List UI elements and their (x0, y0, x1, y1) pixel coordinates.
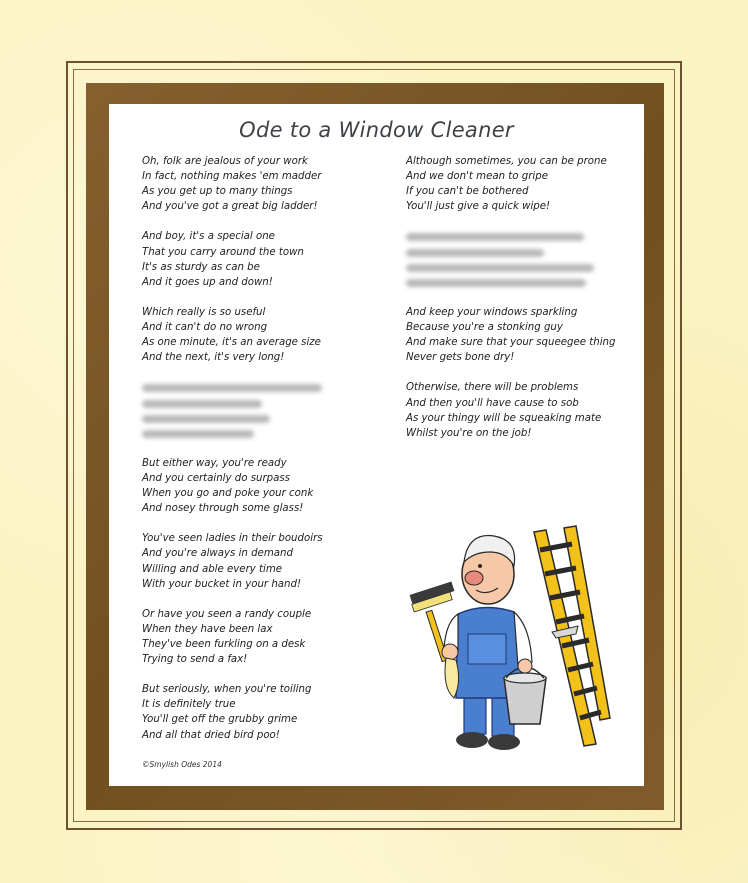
poem-line: And you've got a great big ladder! (142, 201, 318, 213)
poem-line: They've been furkling on a desk (142, 639, 306, 650)
poem-line: And all that dried bird poo! (142, 729, 280, 741)
blurred-line (406, 229, 615, 244)
poem-line: In fact, nothing makes 'em madder (142, 171, 322, 183)
poem-line: And you certainly do surpass (142, 472, 290, 484)
poem-line: When they have been lax (142, 623, 273, 635)
window-cleaner-icon (406, 522, 611, 757)
poem-line: Although sometimes, you can be prone (406, 156, 607, 167)
stanza (142, 154, 323, 214)
poem-paper (109, 104, 644, 786)
poem-line: And keep your windows sparkling (406, 306, 578, 318)
poem-line: Never gets bone dry! (406, 352, 515, 364)
blurred-line (406, 260, 615, 275)
poem-line: It is definitely true (142, 699, 236, 711)
poem-line: You've seen ladies in their boudoirs (142, 533, 323, 545)
poem-line: As you get up to many things (142, 186, 293, 198)
poem-line: With your bucket in your hand! (142, 578, 302, 590)
blurred-line (406, 275, 615, 290)
poem-line: Willing and able every time (142, 563, 283, 575)
poem-line: You'll get off the grubby grime (142, 714, 298, 726)
poem-title: Ode to a Window Cleaner (239, 118, 514, 142)
poem-line: And the next, it's very long! (142, 352, 285, 364)
poem-line: As one minute, it's an average size (142, 337, 321, 349)
stanza (406, 154, 615, 214)
poem-line: If you can't be bothered (406, 186, 529, 198)
poem-line: When you go and poke your conk (142, 488, 314, 500)
stanza (406, 380, 615, 440)
poem-line: You'll just give a quick wipe! (406, 201, 551, 213)
stanza (142, 531, 323, 591)
poem-line: But either way, you're ready (142, 457, 287, 469)
poem-line: Trying to send a fax! (142, 654, 248, 666)
stanza (142, 305, 323, 365)
stanza (406, 305, 615, 365)
copyright-notice: ©Smylish Odes 2014 (142, 760, 222, 769)
poem-line: And it goes up and down! (142, 276, 273, 288)
poem-line: And nosey through some glass! (142, 503, 304, 515)
poem-line: And you're always in demand (142, 548, 293, 560)
poem-line: Whilst you're on the job! (406, 427, 532, 439)
blurred-line (142, 380, 323, 395)
poem-line: Oh, folk are jealous of your work (142, 156, 308, 167)
poem-line: And make sure that your squeegee thing (406, 337, 616, 349)
poem-line: And it can't do no wrong (142, 322, 268, 334)
poem-line: Or have you seen a randy couple (142, 608, 312, 620)
poem-line: Because you're a stonking guy (406, 322, 563, 334)
blurred-line (142, 411, 323, 426)
stanza (142, 682, 323, 742)
poem-line: Otherwise, there will be problems (406, 382, 579, 394)
stanza (142, 607, 323, 667)
poem-line: As your thingy will be squeaking mate (406, 412, 602, 424)
poem-left-column (142, 154, 323, 758)
stanza (142, 229, 323, 289)
poem-line: And we don't mean to gripe (406, 171, 548, 183)
blurred-line (406, 245, 615, 260)
stanza (142, 456, 323, 516)
blurred-line (142, 426, 323, 441)
blurred-stanza (142, 380, 323, 440)
poem-line: It's as sturdy as can be (142, 261, 260, 273)
ladder-icon (534, 526, 610, 746)
poem-line: Which really is so useful (142, 306, 266, 318)
poem-line: That you carry around the town (142, 246, 304, 258)
blurred-stanza (406, 229, 615, 289)
blurred-line (142, 396, 323, 411)
poem-line: But seriously, when you're toiling (142, 684, 312, 696)
poem-right-column (406, 154, 615, 456)
poem-line: And then you'll have cause to sob (406, 397, 579, 409)
poem-line: And boy, it's a special one (142, 231, 275, 243)
